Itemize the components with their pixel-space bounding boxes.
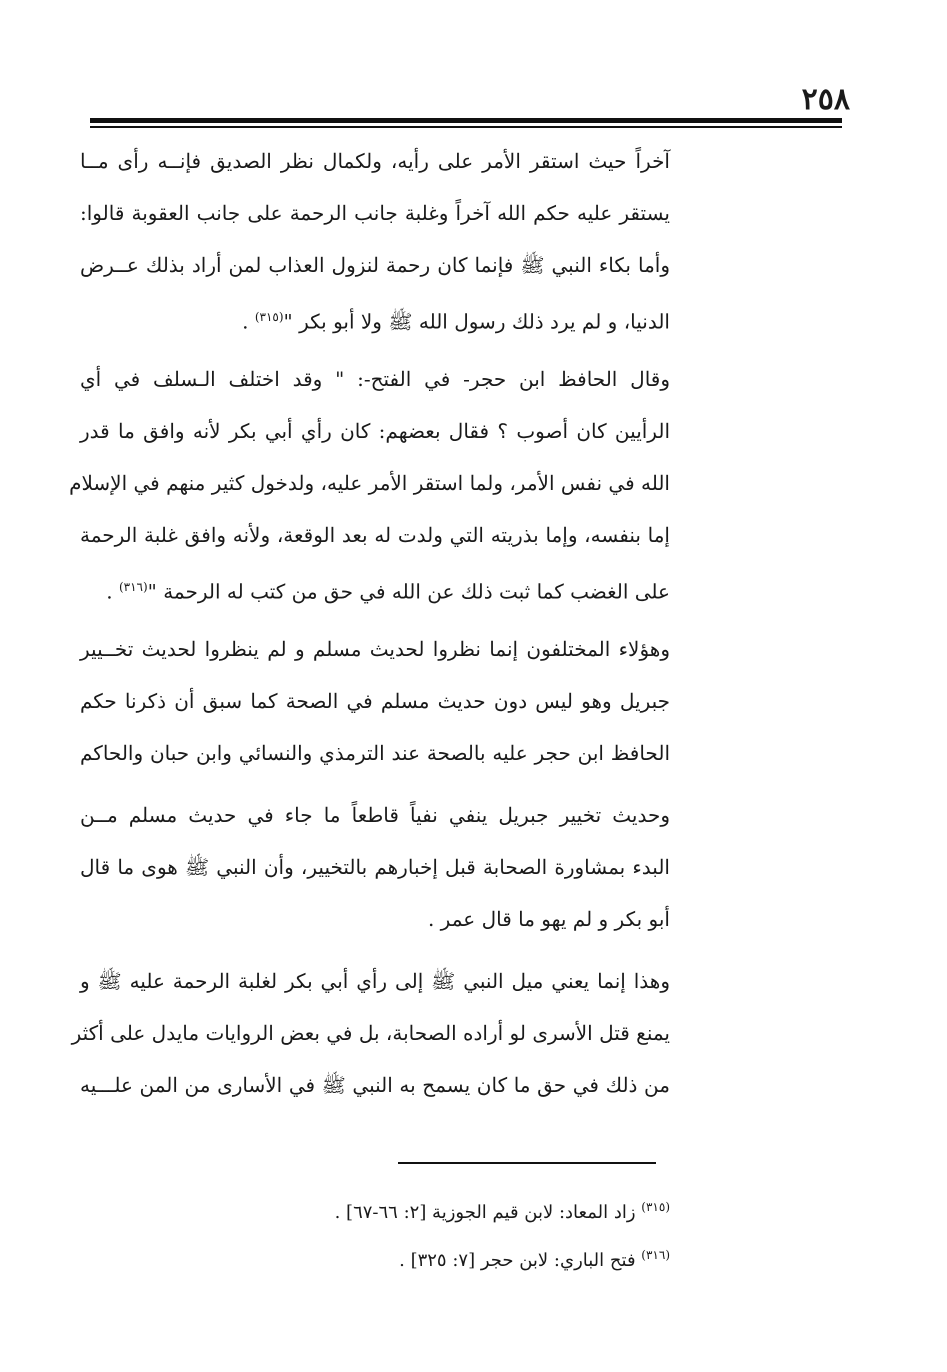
footnote-text: زاد المعاد: لابن قيم الجوزية [٢: ٦٦-٦٧] . [334,1202,636,1223]
footnote-text: فتح الباري: لابن حجر [٧: ٣٢٥] . [399,1250,636,1271]
text-line-content: على الغضب كما ثبت ذلك عن الله في حق من كتب له الرحمة " [147,579,670,604]
text-line: يستقر عليه حكم الله آخراً وغلبة جانب الرحمة على جانب العقوبة قالوا: [80,201,670,225]
header-rule [90,118,842,123]
text-line: البدء بمشاورة الصحابة قبل إخبارهم بالتخيير، وأن النبي ﷺ هوى ما قال [80,855,670,879]
text-line: أبو بكر و لم يهو ما قال عمر . [427,907,670,931]
footnote-ref-315: (٣١٥) [254,310,284,324]
page-number: ٢٥٨ [801,82,850,117]
text-line: على الغضب كما ثبت ذلك عن الله في حق من كتب له الرحمة "$^{(٣١٦)}$ . [106,579,670,604]
footnote-marker: (٣١٥) [641,1200,670,1214]
text-line: وحديث تخيير جبريل ينفي نفياً قاطعاً ما جاء في حديث مسلم مــن [80,803,670,827]
text-line: إما بنفسه، وإما بذريته التي ولدت له بعد الوقعة، ولأنه وافق غلبة الرحمة [80,523,670,547]
text-line: الدنيا، و لم يرد ذلك رسول الله ﷺ ولا أبو بكر "$^{(٣١٥)}$ . [242,309,670,334]
text-line: الله في نفس الأمر، ولما استقر الأمر عليه، ولدخول كثير منهم في الإسلام [69,471,670,495]
text-line: وأما بكاء النبي ﷺ فإنما كان رحمة لنزول العذاب لمن أراد بذلك عــرض [80,253,670,277]
text-line: وهذا إنما يعني ميل النبي ﷺ إلى رأي أبي بكر لغلبة الرحمة عليه ﷺ و [80,969,670,993]
header-rule-thin [90,126,842,128]
footnote-315 [200,1190,670,1224]
text-line: جبريل وهو ليس دون حديث مسلم في الصحة كما سبق أن ذكرنا حكم [80,689,670,713]
footnote-316 [200,1238,670,1272]
text-line: من ذلك في حق ما كان يسمح به النبي ﷺ في الأسارى من المن علـــيه [80,1073,670,1097]
footnote-marker: (٣١٦) [641,1248,670,1262]
footnote-separator [398,1162,656,1164]
text-line: الحافظ ابن حجر عليه بالصحة عند الترمذي والنسائي وابن حبان والحاكم [80,741,670,765]
text-line: الرأيين كان أصوب ؟ فقال بعضهم: كان رأي أبي بكر لأنه وافق ما قدر [80,419,670,443]
text-line: آخراً حيث استقر الأمر على رأيه، ولكمال نظر الصديق فإنــه رأى مــا [80,149,670,173]
text-line: وهؤلاء المختلفون إنما نظروا لحديث مسلم و لم ينظروا لحديث تخــيير [80,637,670,661]
footnote-ref-316: (٣١٦) [118,580,148,594]
text-line: يمنع قتل الأسرى لو أراده الصحابة، بل في بعض الروايات مايدل على أكثر [71,1021,670,1045]
text-line: وقال الحافظ ابن حجر- في الفتح-: " وقد اختلف الـسلف في أي [80,367,670,391]
text-line-content: الدنيا، و لم يرد ذلك رسول الله ﷺ ولا أبو بكر " [283,309,670,334]
